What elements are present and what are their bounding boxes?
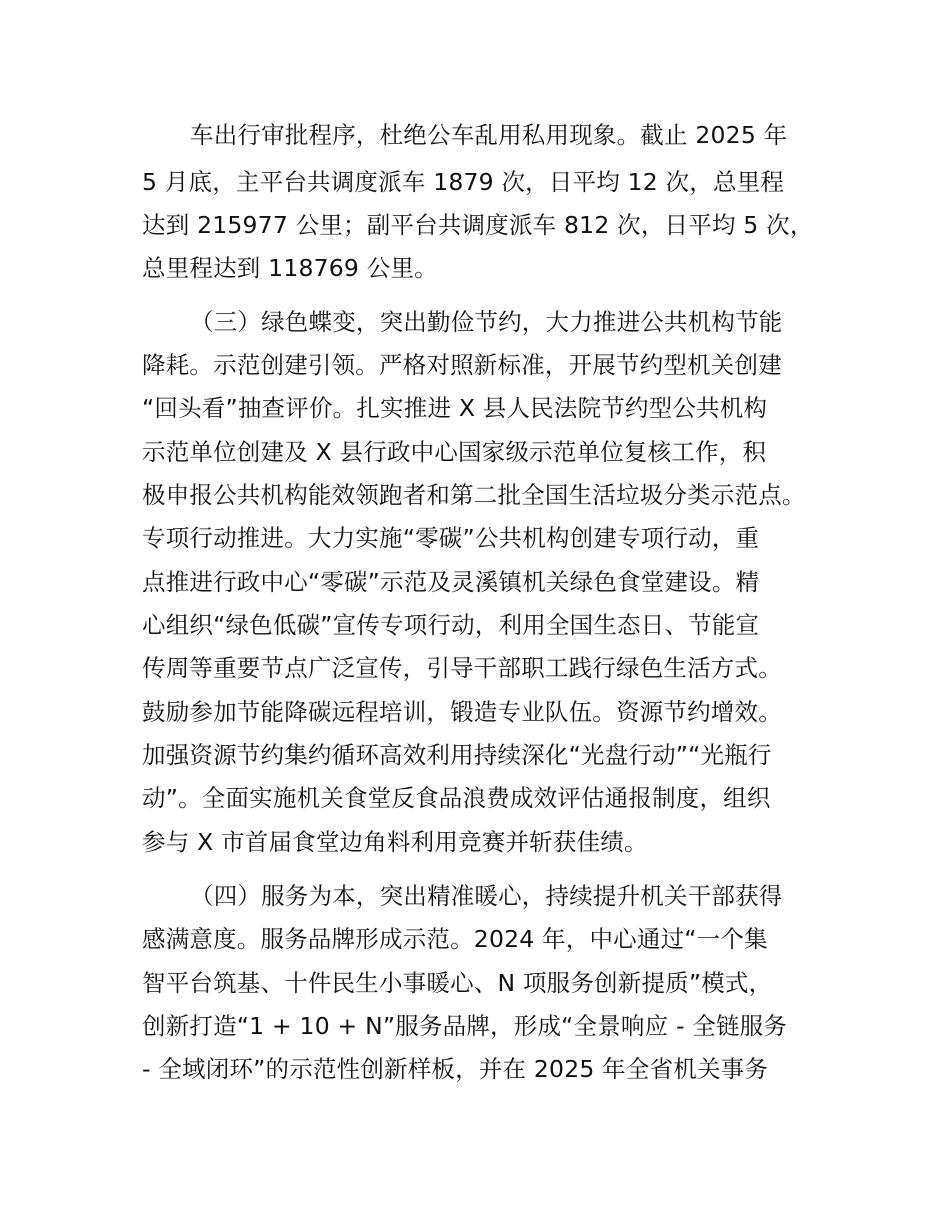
paragraph-2-line-6: 专项行动推进。大力实施“零碳”公共机构创建专项行动，重	[142, 524, 760, 552]
paragraph-3-line-4: 创新打造“1 + 10 + N”服务品牌，形成“全景响应 - 全链服务	[142, 1012, 788, 1040]
paragraph-2-line-1: （三）绿色蝶变，突出勤俭节约，大力推进公共机构节能	[190, 308, 783, 336]
paragraph-1-line-1: 车出行审批程序，杜绝公车乱用私用现象。截止 2025 年	[190, 121, 788, 149]
paragraph-2-line-7: 点推进行政中心“零碳”示范及灵溪镇机关绿色食堂建设。精	[142, 568, 760, 596]
paragraph-2-line-11: 加强资源节约集约循环高效利用持续深化“光盘行动”“光瓶行	[142, 741, 772, 769]
paragraph-3-line-1: （四）服务为本，突出精准暖心，持续提升机关干部获得	[190, 882, 783, 910]
paragraph-2-line-13: 参与 X 市首届食堂边角料利用竞赛并斩获佳绩。	[142, 828, 648, 856]
paragraph-3-line-2: 感满意度。服务品牌形成示范。2024 年，中心通过“一个集	[142, 925, 768, 953]
paragraph-2-line-9: 传周等重要节点广泛宣传，引导干部职工践行绿色生活方式。	[142, 654, 782, 682]
paragraph-2-line-8: 心组织“绿色低碳”宣传专项行动，利用全国生态日、节能宣	[142, 611, 760, 639]
paragraph-3-line-3: 智平台筑基、十件民生小事暖心、N 项服务创新提质”模式，	[142, 969, 773, 997]
paragraph-3-line-5: - 全域闭环”的示范性创新样板，并在 2025 年全省机关事务	[142, 1055, 769, 1083]
paragraph-2-line-4: 示范单位创建及 X 县行政中心国家级示范单位复核工作，积	[142, 438, 767, 466]
paragraph-2-line-3: “回头看”抽查评价。扎实推进 X 县人民法院节约型公共机构	[142, 394, 768, 422]
paragraph-1-line-4: 总里程达到 118769 公里。	[142, 254, 438, 282]
paragraph-2-line-12: 动”。全面实施机关食堂反食品浪费成效评估通报制度，组织	[142, 784, 771, 812]
paragraph-2-line-10: 鼓励参加节能降碳远程培训，锻造专业队伍。资源节约增效。	[142, 698, 782, 726]
paragraph-1-line-2: 5 月底，主平台共调度派车 1879 次，日平均 12 次，总里程	[142, 168, 785, 196]
paragraph-2-line-2: 降耗。示范创建引领。严格对照新标准，开展节约型机关创建	[142, 351, 782, 379]
paragraph-1-line-3: 达到 215977 公里；副平台共调度派车 812 次，日平均 5 次，	[142, 211, 814, 239]
paragraph-2-line-5: 极申报公共机构能效领跑者和第二批全国生活垃圾分类示范点。	[142, 481, 806, 509]
